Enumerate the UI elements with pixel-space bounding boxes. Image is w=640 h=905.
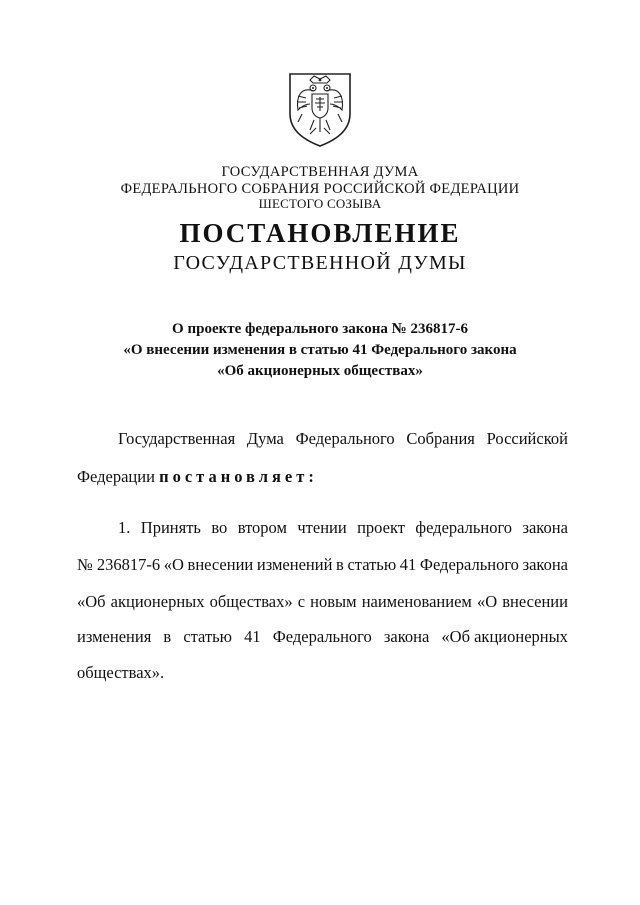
- resolves-verb: постановляет:: [159, 467, 318, 486]
- word: Федерального: [295, 429, 395, 448]
- word: «О: [476, 592, 498, 611]
- item1-line-3: [77, 592, 568, 612]
- word: наименованием: [361, 592, 472, 611]
- word: «О: [163, 555, 184, 574]
- word: «Об акционерных: [441, 627, 568, 646]
- word: внесении: [187, 555, 254, 574]
- word: закона: [522, 518, 568, 537]
- item1-line-4: [77, 627, 568, 647]
- word: Федерации: [77, 467, 155, 486]
- word: проект: [357, 518, 405, 537]
- preamble-line-1: [118, 429, 568, 449]
- issuer-title: ГОСУДАРСТВЕННОЙ ДУМЫ: [173, 252, 467, 274]
- word: 1.: [118, 518, 131, 537]
- word: Собрания: [406, 429, 475, 448]
- word: втором: [237, 518, 287, 537]
- word: федерального: [415, 518, 513, 537]
- item1-line-2: [77, 555, 568, 575]
- word: Принять: [140, 518, 201, 537]
- word: Федерального: [272, 627, 372, 646]
- word: закона: [522, 555, 568, 574]
- word: новым: [310, 592, 357, 611]
- org-line-1: ГОСУДАРСТВЕННАЯ ДУМА: [221, 164, 419, 180]
- word: Дума: [246, 429, 284, 448]
- subject-line-1: О проекте федерального закона № 236817-6: [172, 321, 468, 337]
- word: внесении: [502, 592, 568, 611]
- word: изменения: [77, 627, 152, 646]
- word: «Об: [77, 592, 106, 611]
- word: № 236817-6: [77, 555, 161, 574]
- subject-line-3: «Об акционерных обществах»: [217, 363, 423, 379]
- word: 41: [244, 627, 261, 646]
- item1-line-5: обществах».: [77, 663, 165, 682]
- word: статью: [347, 555, 397, 574]
- preamble-line-2: [77, 467, 318, 487]
- word: акционерных: [110, 592, 205, 611]
- subject-line-2: «О внесении изменения в статью 41 Федерального закона: [123, 342, 517, 358]
- word: с: [297, 592, 306, 611]
- convocation: ШЕСТОГО СОЗЫВА: [258, 196, 382, 211]
- item1-line-1: [118, 518, 568, 538]
- document-type-title: ПОСТАНОВЛЕНИЕ: [179, 218, 461, 248]
- word: обществах»: [209, 592, 293, 611]
- word: изменений: [256, 555, 333, 574]
- word: статью: [183, 627, 233, 646]
- word: в: [336, 555, 344, 574]
- word: закона: [383, 627, 430, 646]
- word: 41: [399, 555, 417, 574]
- word: Государственная: [118, 429, 236, 448]
- word: Федерального: [419, 555, 519, 574]
- org-line-2: ФЕДЕРАЛЬНОГО СОБРАНИЯ РОССИЙСКОЙ ФЕДЕРАЦИИ: [120, 181, 520, 197]
- word: в: [163, 627, 172, 646]
- word: Российской: [486, 429, 568, 448]
- word: чтении: [297, 518, 347, 537]
- word: во: [211, 518, 228, 537]
- coat-of-arms-emblem: [280, 68, 360, 148]
